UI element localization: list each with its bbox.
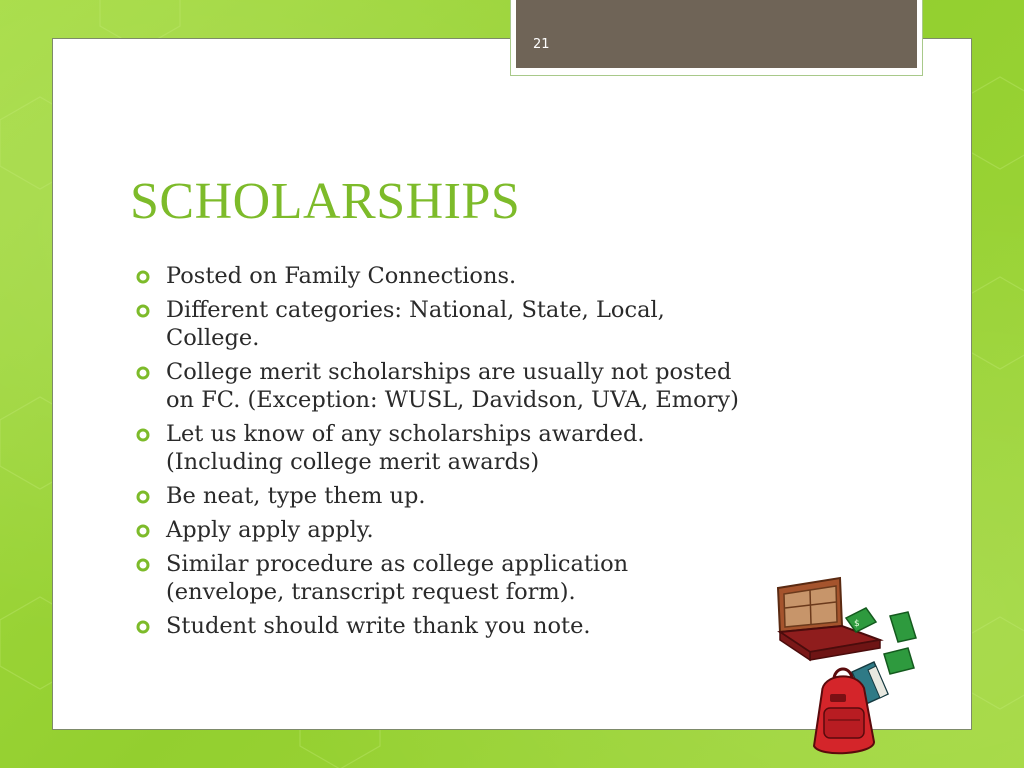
- bullet-text-continued: (envelope, transcript request form).: [166, 579, 576, 605]
- bullet-text: Similar procedure as college application: [166, 551, 629, 577]
- bullet-text: Student should write thank you note.: [166, 613, 591, 639]
- briefcase-money-backpack-clipart: [770, 570, 930, 760]
- bullet-text: College merit scholarships are usually not posted: [166, 359, 732, 385]
- bullet-item: [136, 358, 876, 414]
- bullet-item: [136, 516, 876, 544]
- bullet-text: Let us know of any scholarships awarded.: [166, 421, 645, 447]
- bullet-item: [136, 482, 876, 510]
- bullet-text-continued: (Including college merit awards): [166, 449, 540, 475]
- target-circle-icon: [136, 428, 150, 442]
- bullet-item: [136, 420, 876, 476]
- slide-number: 21: [533, 37, 550, 52]
- money-bill-icon: [884, 648, 914, 674]
- bullet-item: [136, 262, 876, 290]
- money-bill-icon: [890, 612, 916, 642]
- bullet-list: [136, 262, 876, 646]
- slide-title: SCHOLARSHIPS: [130, 173, 521, 230]
- bullet-text-continued: on FC. (Exception: WUSL, Davidson, UVA, Emory): [166, 387, 739, 413]
- svg-text:$: $: [854, 619, 860, 629]
- slide-number-tab: [516, 0, 917, 68]
- target-circle-icon: [136, 490, 150, 504]
- bullet-text-continued: College.: [166, 325, 260, 351]
- bullet-item: [136, 612, 876, 640]
- bullet-text: Apply apply apply.: [166, 517, 374, 543]
- target-circle-icon: [136, 366, 150, 380]
- bullet-text: Be neat, type them up.: [166, 483, 426, 509]
- bullet-text: Different categories: National, State, Local,: [166, 297, 665, 323]
- bullet-item: [136, 296, 876, 352]
- target-circle-icon: [136, 524, 150, 538]
- bullet-item: [136, 550, 876, 606]
- target-circle-icon: [136, 558, 150, 572]
- target-circle-icon: [136, 304, 150, 318]
- bullet-text: Posted on Family Connections.: [166, 263, 517, 289]
- target-circle-icon: [136, 620, 150, 634]
- target-circle-icon: [136, 270, 150, 284]
